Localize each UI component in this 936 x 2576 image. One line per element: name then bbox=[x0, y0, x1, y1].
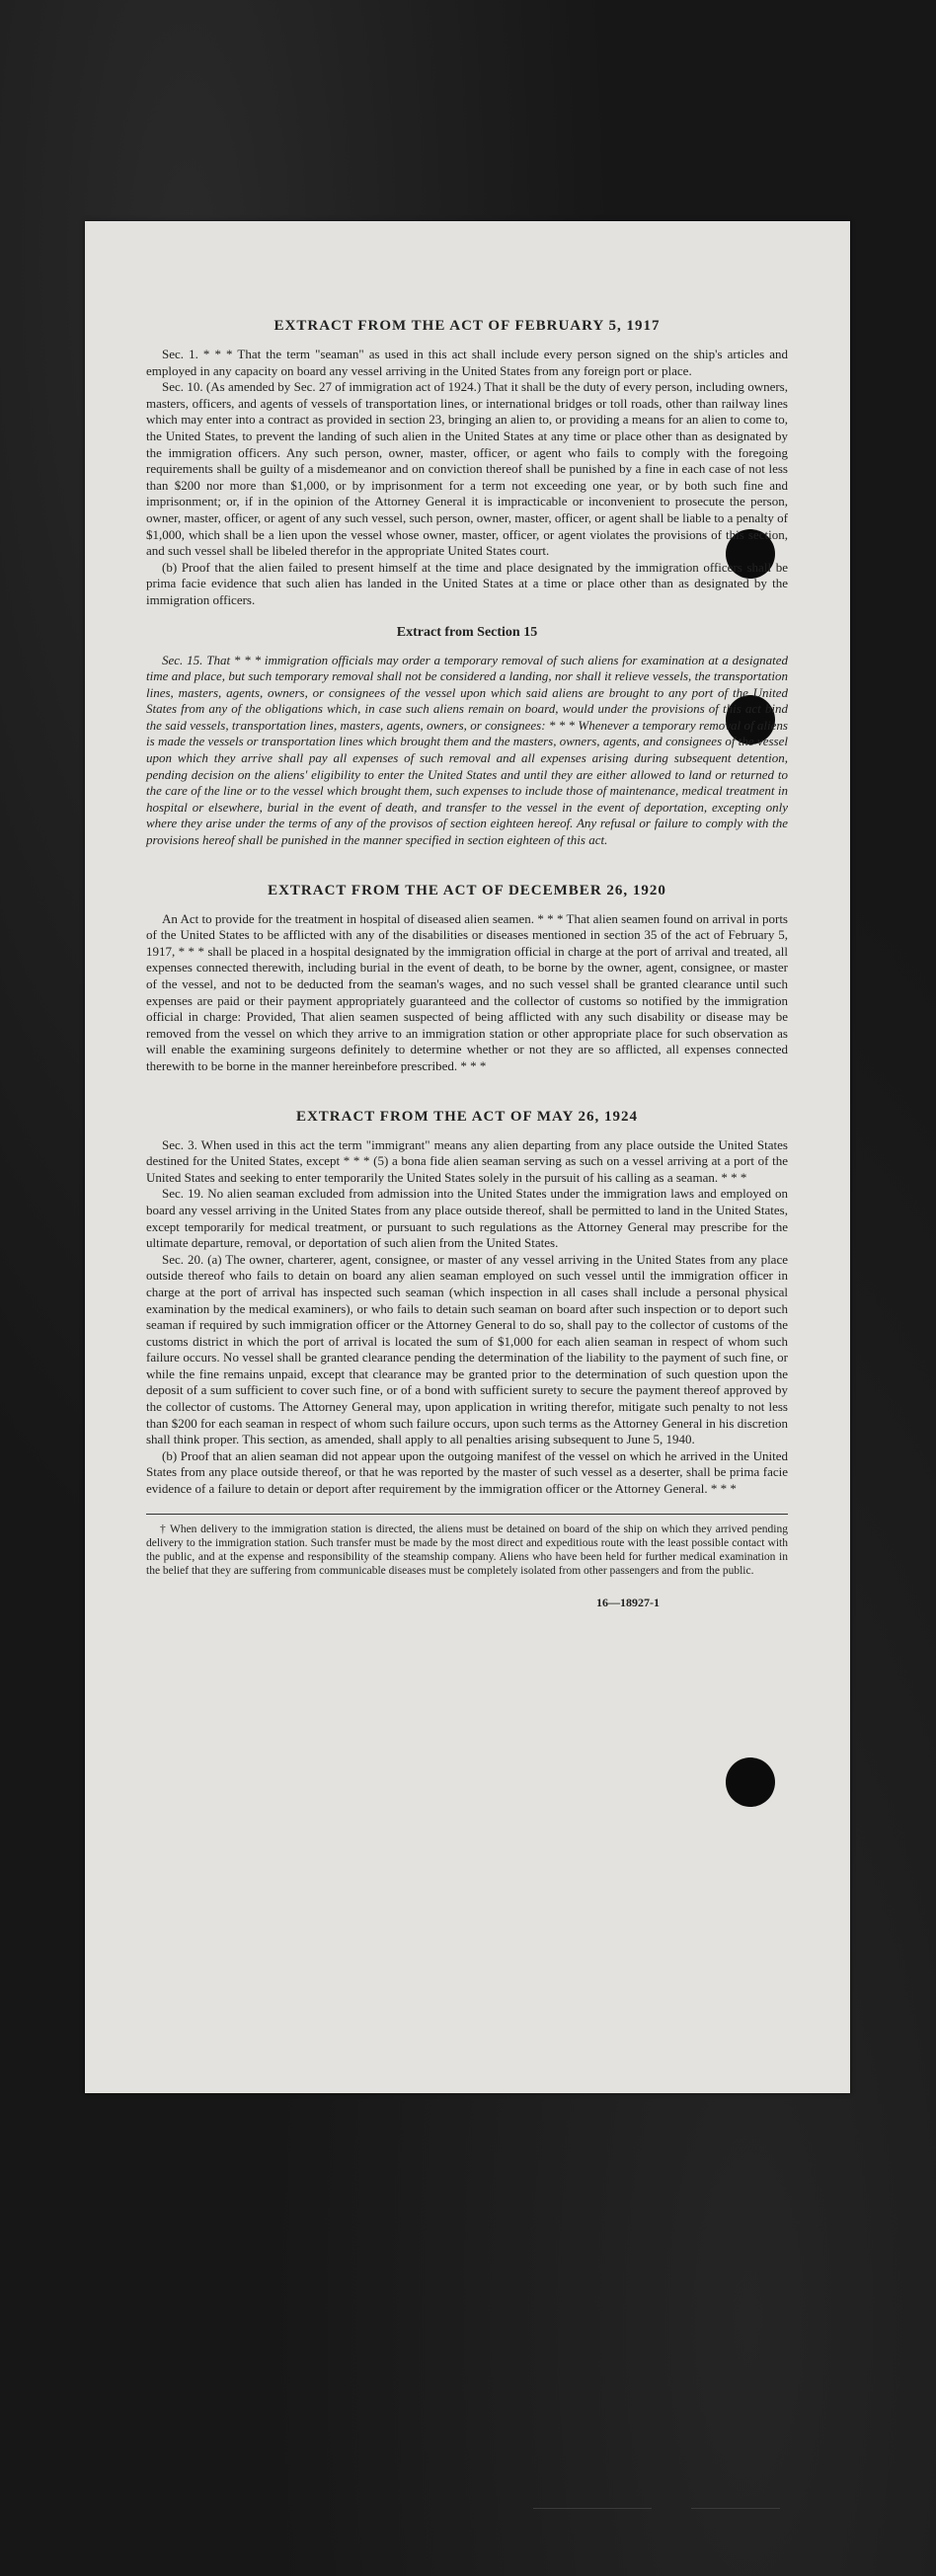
section-20b-1924: (b) Proof that an alien seaman did not appear upon the outgoing manifest of the vessel on which he arrived in the United States from any place outside thereof, or that he was reported by the master of such vessel as a deserter, shall be prima facie evidence of a failure to detain or deport after requirement by the immigration officer or the Attorney General. * * * bbox=[146, 1447, 788, 1497]
footnote: † When delivery to the immigration station is directed, the aliens must be detained on board of the ship on which they arrived pending delivery to the immigration station. Such transfer must be made by the most direct and expeditious route with the least possible contact with the public, and at the expense and responsibility of the steamship company. Aliens who have been held for further medical examination in the belief that they are suffering from communicable diseases must be completely isolated from other passengers and from the public. bbox=[146, 1522, 788, 1577]
document-page bbox=[85, 221, 850, 2093]
section-1-1917: Sec. 1. * * * That the term "seaman" as used in this act shall include every person signed on the ship's articles and employed in any capacity on board any vessel arriving in the United States from any foreign port or place. bbox=[146, 347, 788, 378]
punch-hole bbox=[726, 1757, 775, 1807]
section-3-1924: Sec. 3. When used in this act the term "immigrant" means any alien departing from any place outside the United States destined for the United States, except * * * (5) a bona fide alien seaman serving as such on a vessel arriving at a port of the United States and seeking to enter temporarily the United States solely in the pursuit of his calling as a seaman. * * * bbox=[146, 1136, 788, 1185]
heading-act-1924: EXTRACT FROM THE ACT OF MAY 26, 1924 bbox=[295, 1108, 639, 1125]
heading-section-15: Extract from Section 15 bbox=[396, 624, 538, 640]
scan-artifact bbox=[691, 2508, 780, 2509]
document-body bbox=[146, 318, 788, 1610]
heading-act-1920: EXTRACT FROM THE ACT OF DECEMBER 26, 1920 bbox=[268, 882, 666, 898]
footnote-divider bbox=[146, 1514, 788, 1515]
section-20-1924: Sec. 20. (a) The owner, charterer, agent, consignee, or master of any vessel arriving in the United States from any place outside thereof who fails to detain on board any alien seaman employed on such vessel until the immigration officer in charge at the port of arrival has inspected such seaman (which inspection in all cases shall include a personal physical examination by the medical examiners), or who fails to detain such seaman on board after such inspection or to deport such seaman if required by such immigration officer or the Attorney General to do so, shall pay to the collector of customs of the customs district in which the port of arrival is located the sum of $1,000 for each alien seaman in respect of whom such failure occurs. No vessel shall be granted clearance pending the determination of the liability to the payment of such fine, or while the fine remains unpaid, except that clearance may be granted prior to the determination of such question upon the deposit of a sum sufficient to cover such fine, or of a bond with sufficient surety to secure the payment thereof approved by the collector of customs. The Attorney General may, upon application in writing therefor, mitigate such penalty to not less than $200 for each seaman in respect of whom such failure occurs, upon such terms as the Attorney General in his discretion shall think proper. This section, as amended, shall apply to all penalties arising subsequent to June 5, 1940. bbox=[146, 1251, 788, 1447]
form-number: 16—18927-1 bbox=[596, 1595, 660, 1609]
act-1920-text: An Act to provide for the treatment in hospital of diseased alien seamen. * * * That alien seamen found on arrival in ports of the United States to be afflicted with any of the disabilities or diseases mentioned in section 35 of the act of February 5, 1917, * * * shall be placed in a hospital designated by the immigration official in charge at the port of arrival and treated, all expenses connected therewith, including burial in the event of death, to be borne by the owner, agent, consignee, or master of the vessel, and not to be deducted from the seaman's wages, and no such vessel shall be granted clearance until such expenses are paid or their payment appropriately guaranteed and the collector of customs so notified by the immigration official in charge: Provided, That alien seamen suspected of being afflicted with any such disability or disease may be removed from the vessel on which they arrive to an immigration station or other appropriate place for such observation as will enable the examining surgeons definitely to determine whether or not they are so afflicted, all expenses connected therewith to be borne in the manner hereinbefore prescribed. * * * bbox=[146, 910, 788, 1073]
heading-act-1917: EXTRACT FROM THE ACT OF FEBRUARY 5, 1917 bbox=[273, 318, 661, 334]
section-15-text: Sec. 15. That * * * immigration officials may order a temporary removal of such aliens for examination at a designated time and place, but such temporary removal shall not be considered a landing, nor shall it relieve vessels, the transportation lines, masters, agents, owners, or consignees of the vessel upon which said aliens are brought to any port of the United States from any of the obligations which, in case such aliens remain on board, would under the provisions of this act bind the said vessels, transportation lines, masters, agents, owners, or consignees: * * * Whenever a temporary removal of aliens is made the vessels or transportation lines which brought them and the masters, owners, agents, and consignees of the vessel upon which they arrive shall pay all expenses of such removal and all expenses arising during subsequent detention, pending decision on the aliens' eligibility to enter the United States and until they are either allowed to land or returned to the care of the line or to the vessel which brought them, such expenses to include those of maintenance, medical treatment in hospital or elsewhere, burial in the event of death, and transfer to the vessel in the event of deportation, excepting only where they arise under the terms of any of the provisos of section eighteen hereof. Any refusal or failure to comply with the provisions hereof shall be punished in the manner specified in section eighteen of this act. bbox=[146, 652, 788, 848]
scan-artifact bbox=[533, 2508, 652, 2509]
section-10b-1917: (b) Proof that the alien failed to present himself at the time and place designated by the immigration officers shall be prima facie evidence that such alien has landed in the United States at a time or place other than as designated by the immigration officers. bbox=[146, 559, 788, 607]
section-10-1917: Sec. 10. (As amended by Sec. 27 of immigration act of 1924.) That it shall be the duty of every person, including owners, masters, officers, and agents of vessels of transportation lines, or international bridges or toll roads, other than railway lines which may enter into a contract as provided in section 23, bringing an alien to, or providing a means for an alien to come to, the United States, to prevent the landing of such alien in the United States at any time or place other than as designated by the immigration officers. Any such person, owner, master, officer, or agent who fails to comply with the foregoing requirements shall be guilty of a misdemeanor and on conviction thereof shall be punished by a fine in each case of not less than $200 nor more than $1,000, or by imprisonment for a term not exceeding one year, or by both such fine and imprisonment; or, if in the opinion of the Attorney General it is impracticable or inconvenient to prosecute the person, owner, master, officer, or agent of any such vessel, such person, owner, master, officer, or agent shall be liable to a penalty of $1,000, which shall be a lien upon the vessel whose owner, master, officer, or agent violates the provisions of this section, and such vessel shall be libeled therefor in the appropriate United States court. bbox=[146, 379, 788, 559]
section-19-1924: Sec. 19. No alien seaman excluded from admission into the United States under the immigration laws and employed on board any vessel arriving in the United States from any place outside thereof, shall be permitted to land in the United States, except temporarily for medical treatment, or pursuant to such regulations as the Attorney General may prescribe for the ultimate departure, removal, or deportation of such alien from the United States. bbox=[146, 1186, 788, 1251]
